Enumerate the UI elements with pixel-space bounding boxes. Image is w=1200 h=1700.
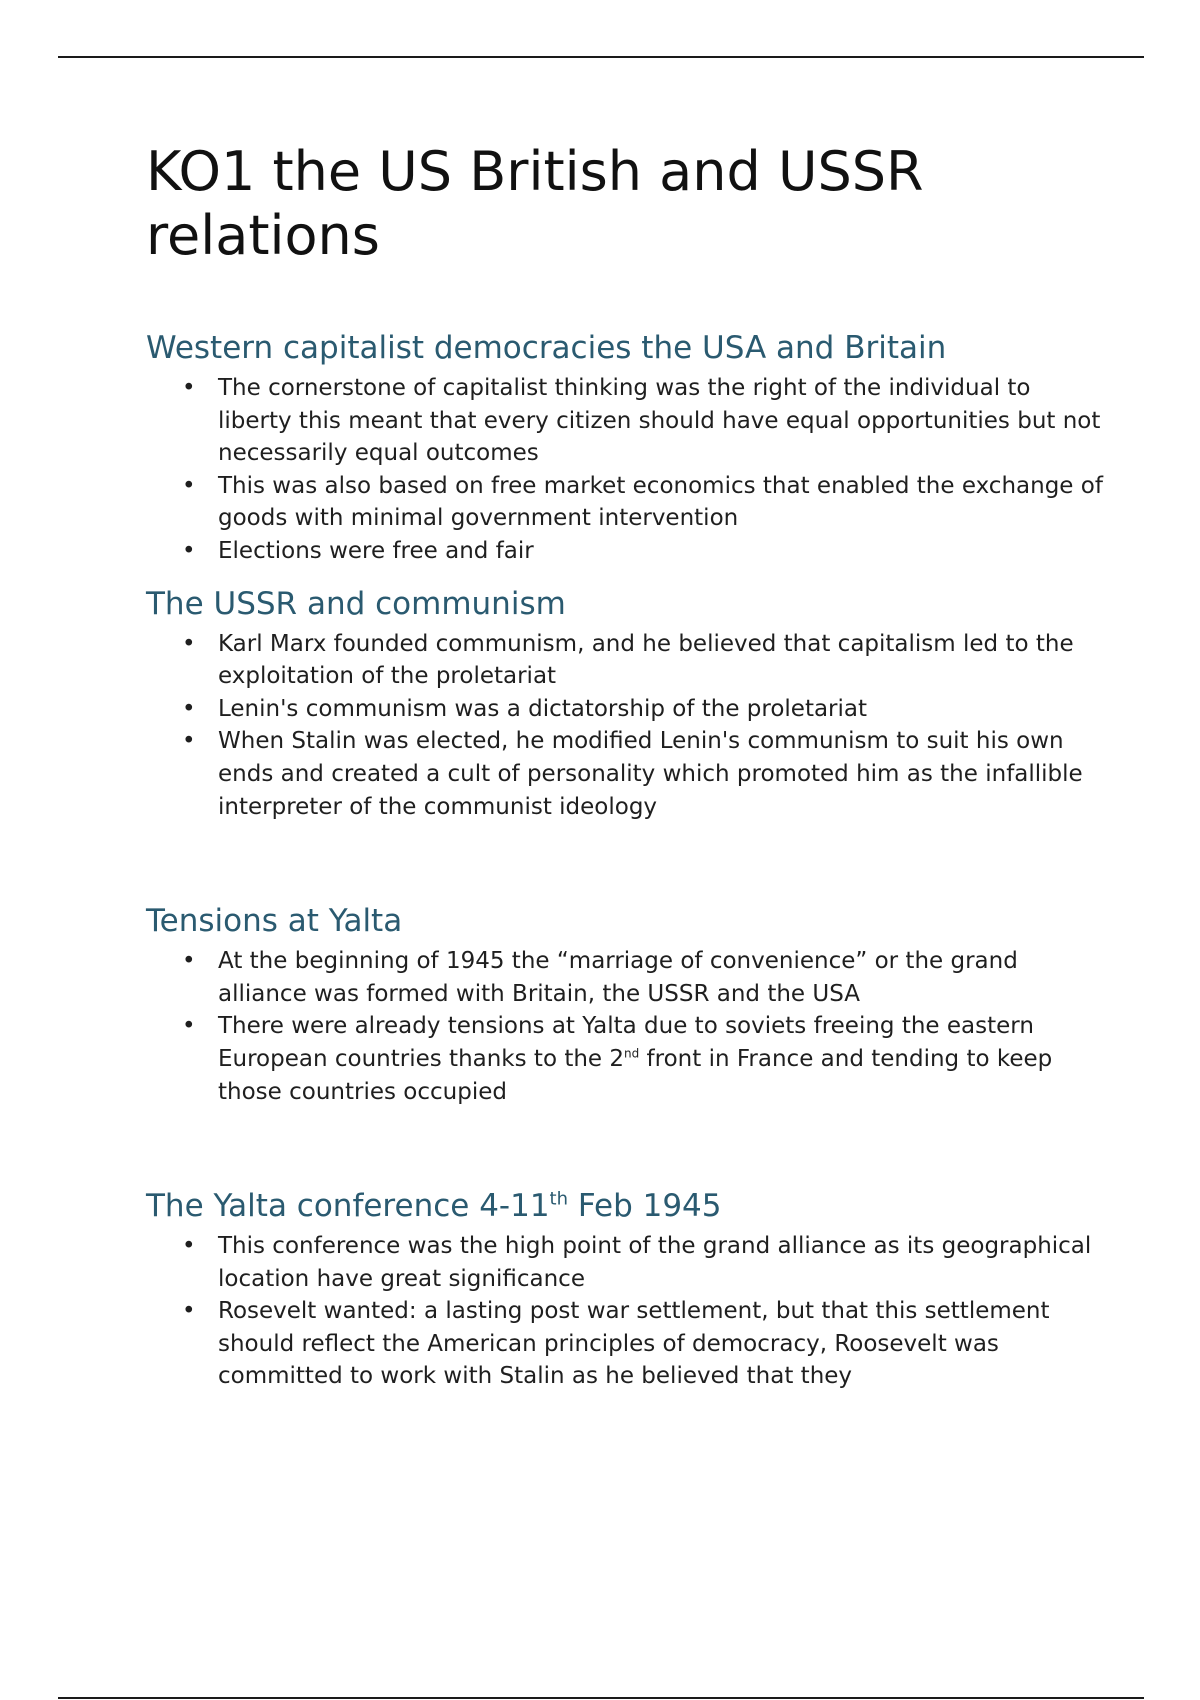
top-rule (58, 56, 1144, 58)
bullet-list (146, 372, 1106, 568)
bullet-icon: • (182, 695, 196, 722)
list-item: • There were already tensions at Yalta due to soviets freeing the eastern European countries thanks to the 2nd front in France and tending to keep those countries occupied (146, 1010, 1106, 1108)
bullet-icon: • (182, 1298, 196, 1325)
bullet-icon: • (182, 948, 196, 975)
section-heading: The USSR and communism (146, 585, 566, 622)
bullet-icon: • (182, 375, 196, 401)
section-tensions-yalta (146, 901, 1106, 1108)
bullet-list (146, 1230, 1106, 1393)
section-heading: The Yalta conference 4-11th Feb 1945 (146, 1188, 722, 1225)
bullet-icon: • (182, 537, 196, 564)
bottom-rule (58, 1697, 1144, 1699)
section-heading: Western capitalist democracies the USA and Britain (146, 330, 947, 366)
list-item: • This conference was the high point of the grand alliance as its geographical location have great significance (146, 1230, 1106, 1295)
section-western-democracies (146, 328, 1106, 568)
bullet-icon: • (182, 472, 196, 499)
bullet-icon: • (182, 728, 196, 755)
bullet-list (146, 628, 1106, 824)
section-heading: Tensions at Yalta (146, 903, 403, 940)
list-item: • This was also based on free market economics that enabled the exchange of goods with minimal government intervention (146, 470, 1106, 535)
bullet-icon: • (182, 1233, 196, 1260)
section-yalta-conference (146, 1186, 1106, 1393)
list-item: • Lenin's communism was a dictatorship of the proletariat (146, 693, 1106, 726)
bullet-icon: • (182, 1013, 196, 1040)
bullet-list (146, 945, 1106, 1108)
list-item: • When Stalin was elected, he modified Lenin's communism to suit his own ends and created a cult of personality which promoted him as the infallible interpreter of the communist ideology (146, 725, 1106, 823)
section-ussr-communism (146, 584, 1106, 824)
list-item: • Rosevelt wanted: a lasting post war settlement, but that this settlement should reflect the American principles of democracy, Roosevelt was committed to work with Stalin as he believed that they (146, 1295, 1106, 1393)
bullet-icon: • (182, 630, 196, 657)
list-item: • At the beginning of 1945 the “marriage of convenience” or the grand alliance was formed with Britain, the USSR and the USA (146, 945, 1106, 1010)
page-title: KO1 the US British and USSR relations (146, 140, 924, 267)
document-body (146, 140, 1106, 1393)
list-item: • Karl Marx founded communism, and he believed that capitalism led to the exploitation of the proletariat (146, 628, 1106, 693)
list-item: • The cornerstone of capitalist thinking was the right of the individual to liberty this meant that every citizen should have equal opportunities but not necessarily equal outcomes (146, 372, 1106, 470)
list-item: • Elections were free and fair (146, 535, 1106, 568)
